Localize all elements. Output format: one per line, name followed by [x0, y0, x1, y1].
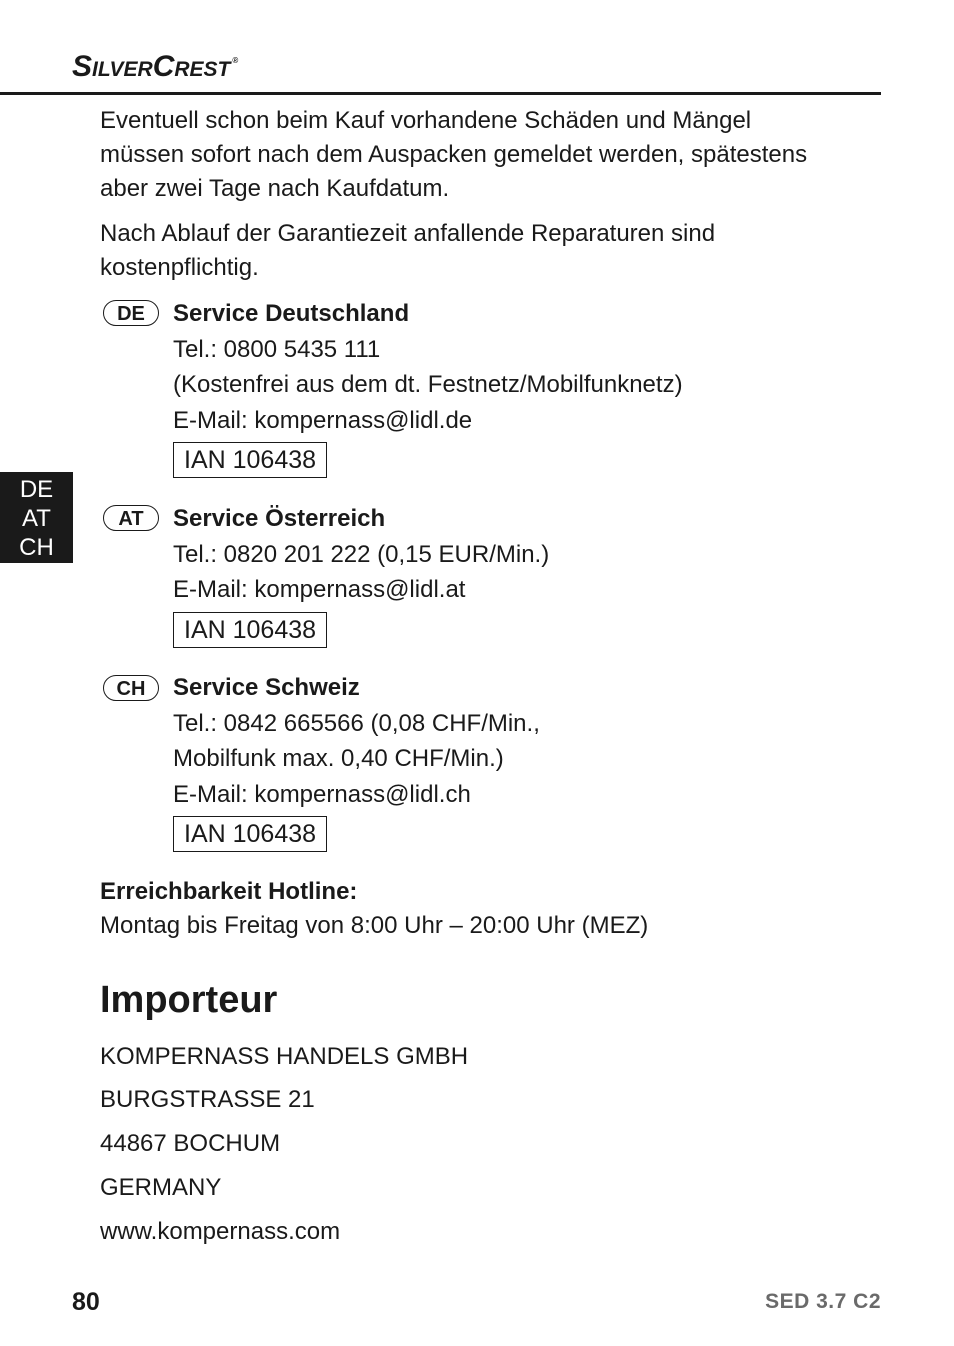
side-tab-line: CH [19, 534, 54, 561]
service-line: Tel.: 0800 5435 111 [173, 335, 381, 363]
brand-logo [72, 50, 238, 84]
page-number: 80 [72, 1288, 100, 1316]
service-line: E-Mail: kompernass@lidl.de [173, 406, 473, 434]
registered-mark: ® [232, 56, 239, 65]
hotline-title: Erreichbarkeit Hotline: [100, 878, 358, 905]
logo-letter: C [152, 50, 175, 83]
country-badge-at: AT [103, 505, 159, 531]
importer-heading: Importeur [100, 979, 278, 1021]
importer-address-line: GERMANY [100, 1174, 222, 1201]
importer-address-line: BURGSTRASSE 21 [100, 1086, 315, 1113]
logo-letters: REST [174, 58, 231, 81]
ian-box: IAN 106438 [173, 442, 327, 478]
hotline-hours: Montag bis Freitag von 8:00 Uhr – 20:00 Uhr (MEZ) [100, 912, 649, 939]
intro-paragraph-2: Nach Ablauf der Garantiezeit anfallende Reparaturen sind kostenpflichtig. [100, 220, 716, 281]
country-badge-ch: CH [103, 675, 159, 701]
country-badge-de: DE [103, 300, 159, 326]
service-line: Tel.: 0820 201 222 (0,15 EUR/Min.) [173, 540, 550, 568]
service-line: Tel.: 0842 665566 (0,08 CHF/Min., [173, 709, 540, 737]
logo-letter: S [72, 50, 93, 83]
intro-paragraph-1: Eventuell schon beim Kauf vorhandene Schäden und Mängel müssen sofort nach dem Auspacken gemeldet werden, spätestens aber zwei Tage nach Kaufdatum. [100, 107, 808, 202]
importer-address-line: 44867 BOCHUM [100, 1130, 281, 1157]
service-title: Service Deutschland [173, 300, 410, 327]
service-details [173, 296, 683, 479]
side-tab-line: AT [22, 505, 51, 532]
service-line: E-Mail: kompernass@lidl.ch [173, 780, 471, 808]
header-rule [0, 92, 881, 95]
service-line: Mobilfunk max. 0,40 CHF/Min.) [173, 745, 504, 772]
side-tab-line: DE [19, 476, 54, 503]
service-title: Service Österreich [173, 505, 386, 532]
service-details [173, 501, 549, 648]
ian-box: IAN 106438 [173, 816, 327, 852]
service-title: Service Schweiz [173, 674, 360, 701]
model-number: SED 3.7 C2 [765, 1290, 881, 1313]
service-details [173, 670, 540, 853]
ian-box: IAN 106438 [173, 612, 327, 648]
service-line: (Kostenfrei aus dem dt. Festnetz/Mobilfunknetz) [173, 371, 683, 398]
importer-address-line: KOMPERNASS HANDELS GMBH [100, 1043, 469, 1070]
logo-letters: ILVER [92, 58, 153, 81]
service-line: E-Mail: kompernass@lidl.at [173, 576, 466, 603]
importer-website: www.kompernass.com [100, 1218, 341, 1245]
language-side-tab [0, 472, 73, 563]
